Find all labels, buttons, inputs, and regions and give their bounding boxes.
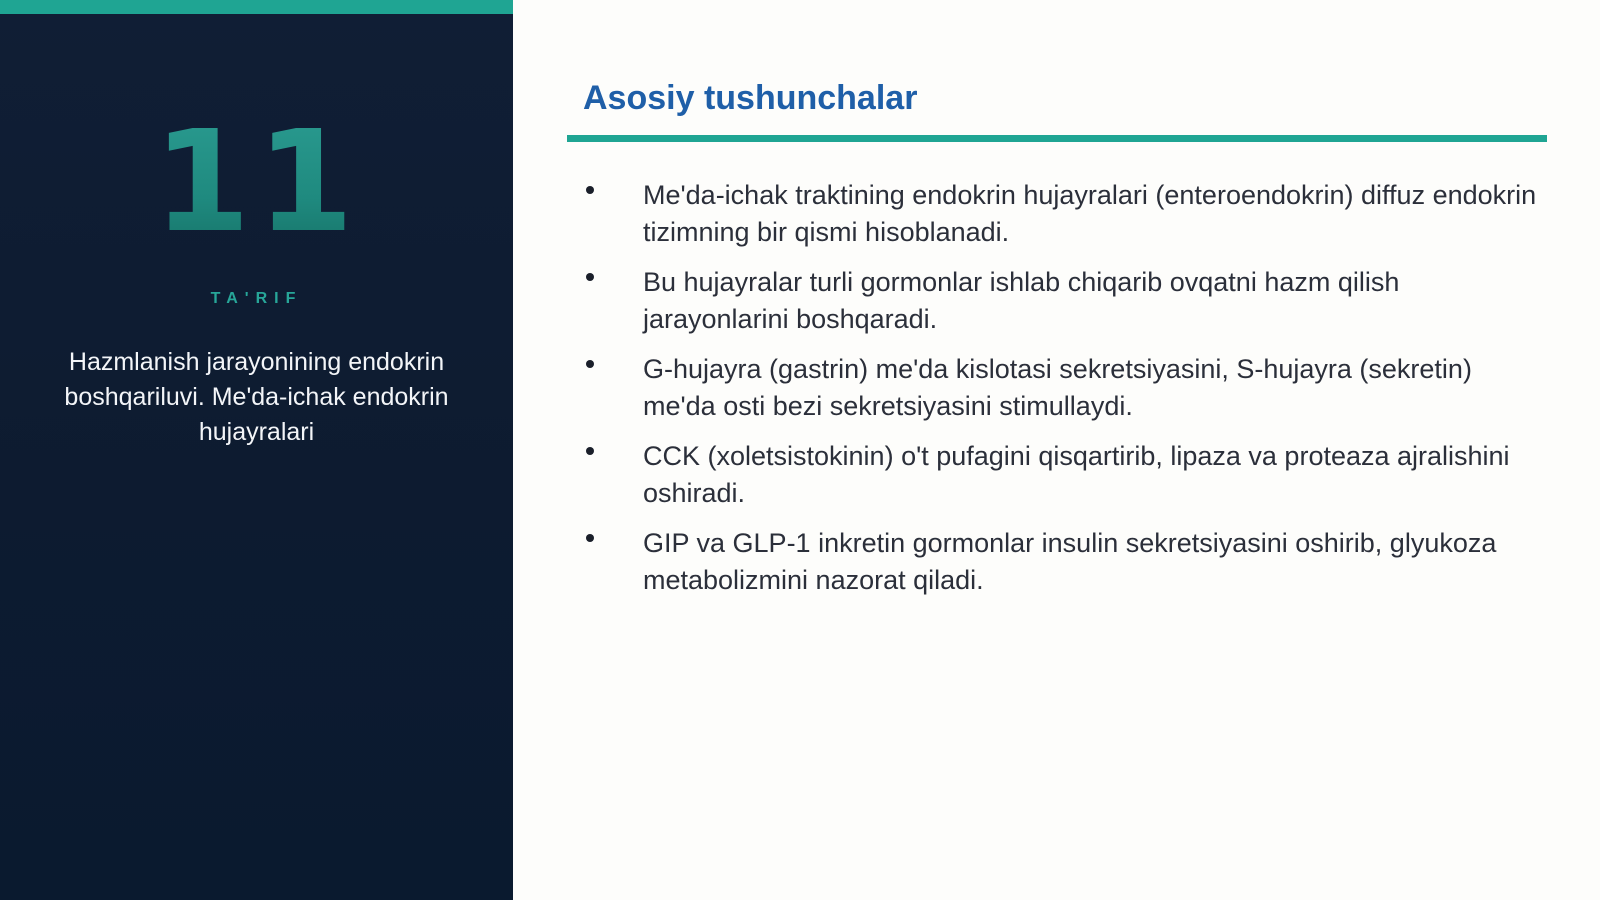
bullet-dot-icon [586,273,594,281]
bullet-text: Me'da-ichak traktining endokrin hujayralari (enteroendokrin) diffuz endokrin tizimning bir qismi hisoblanadi. [643,180,1537,247]
heading-underline [567,135,1547,142]
bullet-dot-icon [586,186,594,194]
bullet-text: CCK (xoletsistokinin) o't pufagini qisqartirib, lipaza va proteaza ajralishini oshiradi. [643,441,1510,508]
section-label: TA'RIF [210,290,303,307]
bullet-item [578,351,1538,425]
bullet-text: G-hujayra (gastrin) me'da kislotasi sekretsiyasini, S-hujayra (sekretin) me'da osti bezi sekretsiyasini stimullaydi. [643,354,1472,421]
bullet-item [578,264,1538,338]
slide-number: 11 [0,108,513,258]
bullet-dot-icon [586,447,594,455]
bullet-list [578,177,1538,612]
bullet-item [578,177,1538,251]
bullet-item [578,525,1538,599]
slide-title: Hazmlanish jarayonining endokrin boshqariluvi. Me'da-ichak endokrin hujayralari [64,348,449,446]
content-heading: Asosiy tushunchalar [583,79,918,117]
bullet-dot-icon [586,534,594,542]
bullet-text: Bu hujayralar turli gormonlar ishlab chiqarib ovqatni hazm qilish jarayonlarini boshqaradi. [643,267,1400,334]
left-panel [0,0,513,900]
bullet-item [578,438,1538,512]
bullet-text: GIP va GLP-1 inkretin gormonlar insulin sekretsiyasini oshirib, glyukoza metabolizmini nazorat qiladi. [643,528,1497,595]
bullet-dot-icon [586,360,594,368]
left-accent-bar [0,0,513,14]
